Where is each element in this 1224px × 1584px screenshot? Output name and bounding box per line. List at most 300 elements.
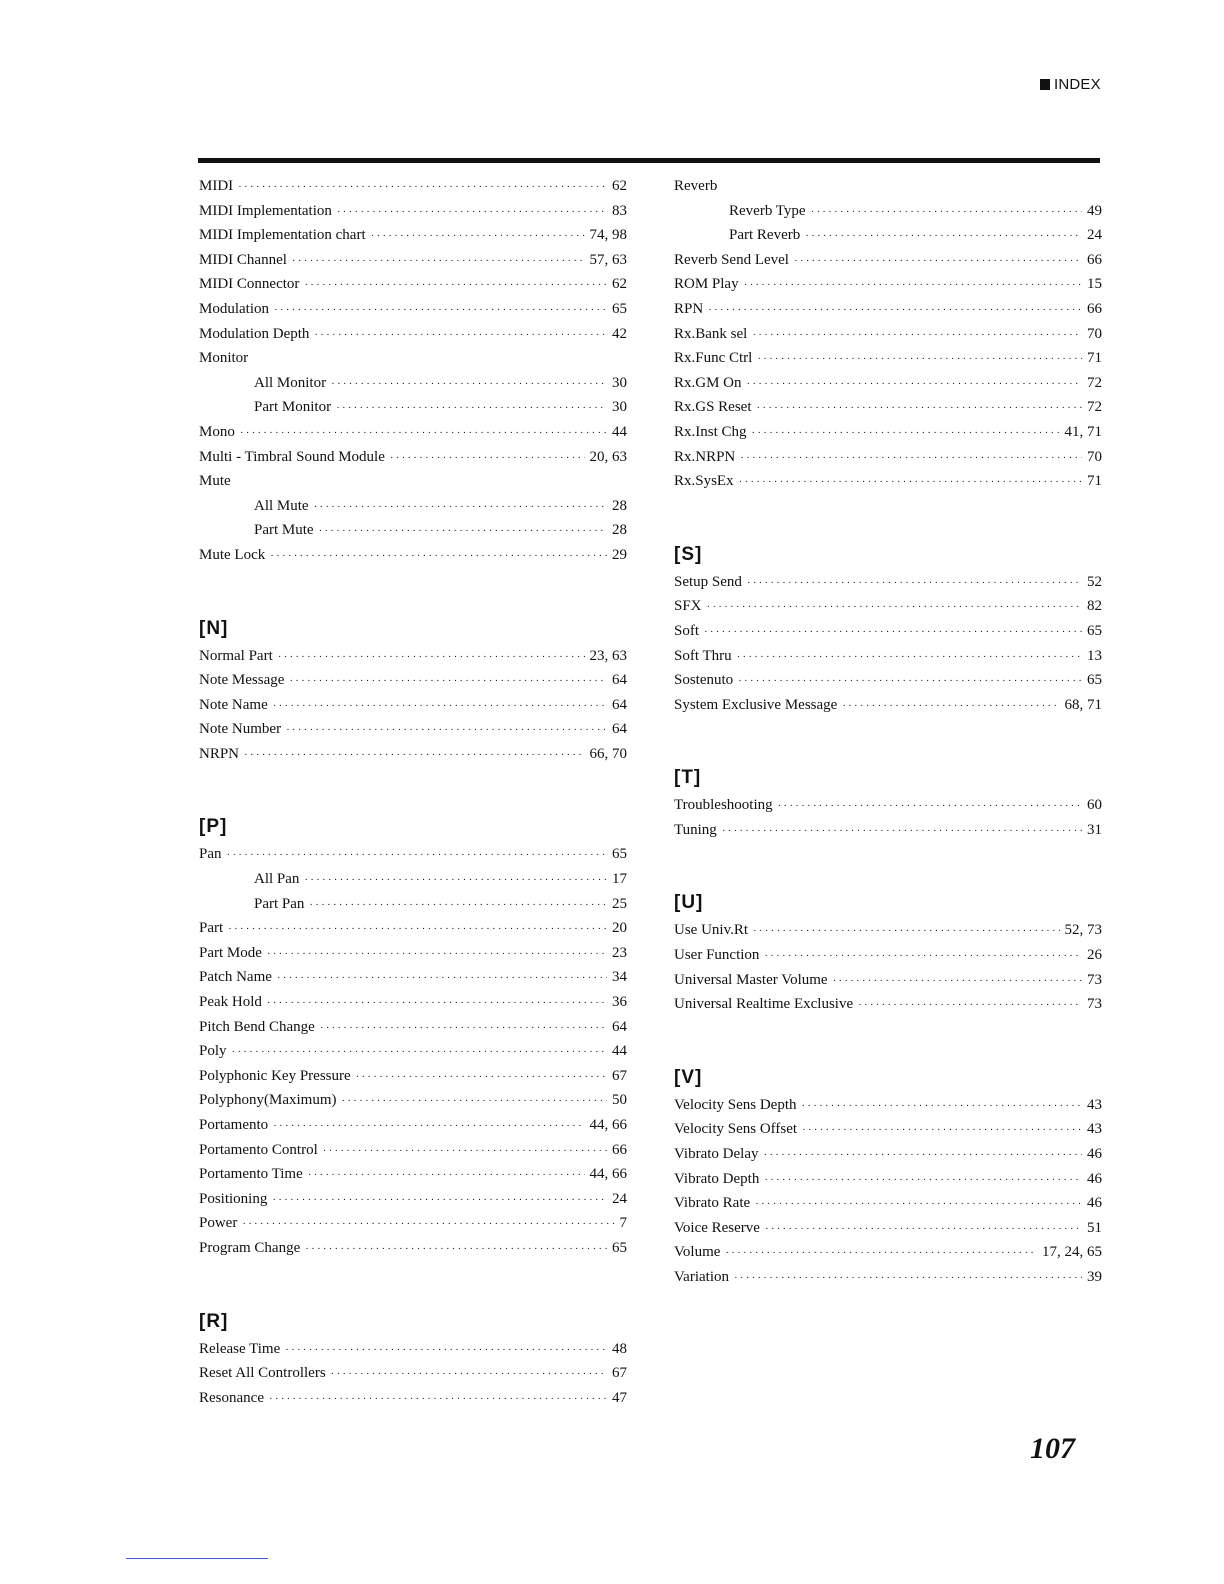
page-references: 44, 66 xyxy=(589,1166,627,1183)
dot-leader xyxy=(320,1016,607,1041)
page-references: 67 xyxy=(612,1365,627,1382)
index-term: Part Monitor xyxy=(254,399,332,416)
page-references: 26 xyxy=(1087,947,1102,964)
page-references: 71 xyxy=(1087,350,1102,367)
dot-leader xyxy=(764,1143,1083,1168)
index-term: Reverb Type xyxy=(729,202,806,219)
index-heading-reverb xyxy=(674,174,1102,199)
page-references: 70 xyxy=(1087,448,1102,465)
index-term: Note Name xyxy=(199,696,268,713)
index-column-left xyxy=(199,174,627,1410)
section-title-n: [N] xyxy=(199,617,229,639)
page-references: 46 xyxy=(1087,1170,1102,1187)
page-references: 20, 63 xyxy=(589,448,627,465)
index-heading-monitor xyxy=(199,346,627,371)
page-references: 52 xyxy=(1087,573,1102,590)
page-references: 29 xyxy=(612,546,627,563)
index-entry-universal-realtime-exclusive xyxy=(674,992,1102,1017)
dot-leader xyxy=(371,224,585,249)
dot-leader xyxy=(704,620,1082,645)
index-term: Part Mode xyxy=(199,944,262,961)
index-heading-mute xyxy=(199,469,627,494)
index-entry-velocity-sens-offset xyxy=(674,1117,1102,1142)
index-entry-rx-bank-sel xyxy=(674,322,1102,347)
dot-leader xyxy=(308,1163,585,1188)
page-references: 28 xyxy=(612,497,627,514)
dot-leader xyxy=(801,1094,1082,1119)
index-term: Polyphonic Key Pressure xyxy=(199,1067,351,1084)
page-references: 65 xyxy=(612,300,627,317)
dot-leader xyxy=(725,1241,1037,1266)
page-references: 46 xyxy=(1087,1195,1102,1212)
index-entry-pan xyxy=(199,842,627,867)
index-entry-vibrato-depth xyxy=(674,1167,1102,1192)
dot-leader xyxy=(356,1065,607,1090)
index-term: Resonance xyxy=(199,1389,264,1406)
dot-leader xyxy=(757,396,1082,421)
dot-leader xyxy=(304,868,607,893)
index-entry-voice-reserve xyxy=(674,1216,1102,1241)
dot-leader xyxy=(270,544,607,569)
dot-leader xyxy=(734,1266,1082,1291)
index-term: Power xyxy=(199,1215,238,1232)
index-entry-sostenuto xyxy=(674,668,1102,693)
index-entry-peak-hold xyxy=(199,990,627,1015)
page-references: 28 xyxy=(612,522,627,539)
dot-leader xyxy=(752,421,1060,446)
page-references: 82 xyxy=(1087,598,1102,615)
dot-leader xyxy=(228,917,607,942)
page-references: 65 xyxy=(612,846,627,863)
index-term: Use Univ.Rt xyxy=(674,922,749,939)
index-entry-part-reverb xyxy=(674,223,1102,248)
dot-leader xyxy=(336,396,607,421)
index-term: Sostenuto xyxy=(674,672,734,689)
section-gap xyxy=(199,766,627,812)
dot-leader xyxy=(802,1118,1082,1143)
index-entry-rx-nrpn xyxy=(674,445,1102,470)
page-references: 49 xyxy=(1087,202,1102,219)
index-term: Voice Reserve xyxy=(674,1219,760,1236)
index-entry-pitch-bend-change xyxy=(199,1015,627,1040)
index-term: Portamento Time xyxy=(199,1166,303,1183)
dot-leader xyxy=(794,249,1082,274)
index-term: Rx.SysEx xyxy=(674,473,734,490)
dot-leader xyxy=(755,1192,1082,1217)
page-references: 24 xyxy=(1087,227,1102,244)
index-entry-rx-func-ctrl xyxy=(674,346,1102,371)
index-term: Vibrato Delay xyxy=(674,1146,759,1163)
index-entry-vibrato-rate xyxy=(674,1191,1102,1216)
page-references: 7 xyxy=(619,1215,627,1232)
dot-leader xyxy=(273,1114,584,1139)
dot-leader xyxy=(240,421,607,446)
page-references: 25 xyxy=(612,895,627,912)
index-term: Mute xyxy=(199,473,231,490)
section-gap xyxy=(674,1017,1102,1063)
index-entry-rx-inst-chg xyxy=(674,420,1102,445)
index-entry-rx-sysex xyxy=(674,469,1102,494)
page-references: 34 xyxy=(612,969,627,986)
index-entry-resonance xyxy=(199,1386,627,1411)
index-entry-rom-play xyxy=(674,272,1102,297)
dot-leader xyxy=(331,372,607,397)
page-references: 48 xyxy=(612,1340,627,1357)
index-term: All Monitor xyxy=(254,374,327,391)
dot-leader xyxy=(753,919,1059,944)
page-references: 71 xyxy=(1087,473,1102,490)
index-term: Rx.GM On xyxy=(674,374,742,391)
index-entry-variation xyxy=(674,1265,1102,1290)
section-title-p: [P] xyxy=(199,816,228,838)
index-term: MIDI xyxy=(199,178,234,194)
index-term: Reverb xyxy=(674,178,718,194)
index-entry-volume xyxy=(674,1240,1102,1265)
page-references: 44, 66 xyxy=(589,1117,627,1133)
page-references: 50 xyxy=(612,1092,627,1109)
index-term: Universal Master Volume xyxy=(674,971,828,988)
dot-leader xyxy=(722,819,1082,844)
index-entry-troubleshooting xyxy=(674,793,1102,818)
page-references: 66 xyxy=(1087,251,1102,268)
dot-leader xyxy=(309,893,607,918)
index-term: Mono xyxy=(199,423,235,440)
dot-leader xyxy=(764,1168,1082,1193)
dot-leader xyxy=(764,944,1082,969)
page-references: 44 xyxy=(612,1043,627,1060)
dot-leader xyxy=(285,1338,607,1363)
index-term: MIDI Channel xyxy=(199,251,287,268)
page-references: 64 xyxy=(612,672,627,689)
index-term: SFX xyxy=(674,598,702,615)
index-entry-part xyxy=(199,916,627,941)
index-entry-mute-lock xyxy=(199,543,627,568)
page-references: 65 xyxy=(1087,622,1102,639)
dot-leader xyxy=(765,1217,1082,1242)
index-term: All Mute xyxy=(254,497,309,514)
dot-leader xyxy=(242,1212,614,1237)
index-entry-rx-gm-on xyxy=(674,371,1102,396)
page-references: 65 xyxy=(612,1239,627,1256)
index-term: Note Number xyxy=(199,721,282,738)
index-entry-polyphony-maximum xyxy=(199,1088,627,1113)
page-references: 47 xyxy=(612,1389,627,1406)
page-references: 23, 63 xyxy=(589,647,627,664)
index-term: Part Pan xyxy=(254,895,305,912)
index-term: Part xyxy=(199,920,224,937)
page-references: 20 xyxy=(612,920,627,937)
index-term: Troubleshooting xyxy=(674,797,773,814)
index-term: Mute Lock xyxy=(199,546,266,563)
dot-leader xyxy=(747,372,1082,397)
index-term: Peak Hold xyxy=(199,994,262,1011)
section-header-label: INDEX xyxy=(1054,76,1101,93)
index-term: Modulation xyxy=(199,300,269,317)
section-title-r: [R] xyxy=(199,1310,229,1332)
page-references: 60 xyxy=(1087,797,1102,814)
index-entry-all-mute xyxy=(199,494,627,519)
index-term: Soft Thru xyxy=(674,647,732,664)
page-references: 57, 63 xyxy=(589,251,627,268)
index-entry-part-pan xyxy=(199,892,627,917)
section-title-v: [V] xyxy=(674,1066,703,1088)
index-entry-note-number xyxy=(199,717,627,742)
dot-leader xyxy=(738,669,1082,694)
index-entry-soft-thru xyxy=(674,644,1102,669)
index-entry-patch-name xyxy=(199,965,627,990)
section-gap xyxy=(674,717,1102,763)
index-term: Velocity Sens Depth xyxy=(674,1096,797,1113)
square-bullet-icon xyxy=(1040,79,1050,90)
index-term: NRPN xyxy=(199,745,240,762)
index-term: Vibrato Depth xyxy=(674,1170,760,1187)
index-term: Patch Name xyxy=(199,969,272,986)
dot-leader xyxy=(740,446,1082,471)
page-number: 107 xyxy=(1030,1432,1075,1465)
page-references: 70 xyxy=(1087,325,1102,342)
index-term: Part Reverb xyxy=(729,227,801,244)
page-references: 36 xyxy=(612,994,627,1011)
index-entry-reset-all-controllers xyxy=(199,1361,627,1386)
index-entry-part-mute xyxy=(199,518,627,543)
index-term: Poly xyxy=(199,1043,227,1060)
dot-leader xyxy=(278,645,585,670)
index-term: User Function xyxy=(674,947,760,964)
index-term: Monitor xyxy=(199,350,249,367)
dot-leader xyxy=(752,323,1082,348)
index-term: Setup Send xyxy=(674,573,742,590)
dot-leader xyxy=(811,200,1082,225)
index-entry-poly xyxy=(199,1039,627,1064)
index-entry-portamento xyxy=(199,1113,627,1138)
dot-leader xyxy=(277,966,607,991)
index-entry-portamento-control xyxy=(199,1138,627,1163)
dot-leader xyxy=(238,175,607,200)
dot-leader xyxy=(757,347,1082,372)
dot-leader xyxy=(286,718,607,743)
index-entry-nrpn xyxy=(199,742,627,767)
dot-leader xyxy=(708,298,1082,323)
dot-leader xyxy=(337,200,607,225)
index-entry-part-monitor xyxy=(199,395,627,420)
index-entry-midi xyxy=(199,174,627,199)
dot-leader xyxy=(323,1139,607,1164)
index-term: Polyphony(Maximum) xyxy=(199,1092,337,1109)
page-references: 51 xyxy=(1087,1219,1102,1236)
index-entry-release-time xyxy=(199,1337,627,1362)
index-term: RPN xyxy=(674,300,704,317)
page-references: 72 xyxy=(1087,374,1102,391)
index-term: Portamento Control xyxy=(199,1141,318,1158)
index-term: System Exclusive Message xyxy=(674,696,838,713)
section-header xyxy=(1040,76,1101,93)
section-gap xyxy=(674,494,1102,540)
page-references: 66 xyxy=(612,1141,627,1158)
dot-leader xyxy=(319,519,607,544)
page-references: 24 xyxy=(612,1190,627,1207)
page-references: 64 xyxy=(612,696,627,713)
dot-leader xyxy=(272,1188,607,1213)
index-term: Program Change xyxy=(199,1239,301,1256)
page-references: 62 xyxy=(612,276,627,293)
section-title-u: [U] xyxy=(674,892,704,914)
index-entry-program-change xyxy=(199,1236,627,1261)
page-references: 66, 70 xyxy=(589,745,627,762)
dot-leader xyxy=(842,694,1059,719)
index-term: Pan xyxy=(199,846,222,863)
dot-leader xyxy=(805,224,1082,249)
dot-leader xyxy=(267,991,607,1016)
page-references: 65 xyxy=(1087,672,1102,689)
index-term: Velocity Sens Offset xyxy=(674,1121,798,1138)
index-entry-soft xyxy=(674,619,1102,644)
page-references: 13 xyxy=(1087,647,1102,664)
index-entry-midi-connector xyxy=(199,272,627,297)
dot-leader xyxy=(292,249,585,274)
dot-leader xyxy=(305,1237,607,1262)
dot-leader xyxy=(244,743,584,768)
dot-leader xyxy=(744,273,1082,298)
index-term: Volume xyxy=(674,1244,721,1261)
index-term: MIDI Connector xyxy=(199,276,300,293)
page-references: 73 xyxy=(1087,971,1102,988)
index-entry-polyphonic-key-pressure xyxy=(199,1064,627,1089)
page-references: 39 xyxy=(1087,1269,1102,1285)
index-entry-rx-gs-reset xyxy=(674,395,1102,420)
page-references: 41, 71 xyxy=(1064,423,1102,440)
dot-leader xyxy=(833,969,1082,994)
index-term: Positioning xyxy=(199,1190,268,1207)
index-term: Modulation Depth xyxy=(199,325,310,342)
page-references: 42 xyxy=(612,325,627,342)
index-term: Part Mute xyxy=(254,522,314,539)
dot-leader xyxy=(289,669,607,694)
page-references: 64 xyxy=(612,1018,627,1035)
dot-leader xyxy=(267,942,607,967)
index-term: Variation xyxy=(674,1269,729,1285)
index-term: Tuning xyxy=(674,821,717,838)
index-term: Pitch Bend Change xyxy=(199,1018,315,1035)
section-gap xyxy=(674,842,1102,888)
dot-leader xyxy=(304,273,607,298)
index-term: ROM Play xyxy=(674,276,739,293)
index-term: Multi - Timbral Sound Module xyxy=(199,448,385,465)
page-references: 73 xyxy=(1087,996,1102,1013)
index-entry-modulation-depth xyxy=(199,322,627,347)
section-title-s: [S] xyxy=(674,543,703,565)
index-term: Universal Realtime Exclusive xyxy=(674,996,854,1013)
index-entry-portamento-time xyxy=(199,1162,627,1187)
index-term: Rx.Inst Chg xyxy=(674,423,747,440)
index-term: Rx.GS Reset xyxy=(674,399,752,416)
page-references: 64 xyxy=(612,721,627,738)
page-references: 46 xyxy=(1087,1146,1102,1163)
section-title-t: [T] xyxy=(674,767,702,789)
dot-leader xyxy=(314,323,607,348)
dot-leader xyxy=(737,645,1082,670)
page-references: 67 xyxy=(612,1067,627,1084)
section-gap xyxy=(199,568,627,614)
dot-leader xyxy=(274,298,607,323)
index-entry-use-univ-rt xyxy=(674,918,1102,943)
index-term: MIDI Implementation xyxy=(199,202,332,219)
index-term: All Pan xyxy=(254,871,300,888)
index-entry-positioning xyxy=(199,1187,627,1212)
index-entry-setup-send xyxy=(674,570,1102,595)
index-entry-mono xyxy=(199,420,627,445)
page-references: 15 xyxy=(1087,276,1102,293)
index-term: Rx.Func Ctrl xyxy=(674,350,753,367)
page-references: 23 xyxy=(612,944,627,961)
index-term: Release Time xyxy=(199,1340,281,1357)
dot-leader xyxy=(342,1089,608,1114)
index-entry-vibrato-delay xyxy=(674,1142,1102,1167)
index-term: Reset All Controllers xyxy=(199,1365,326,1382)
index-entry-system-exclusive-message xyxy=(674,693,1102,718)
page-references: 52, 73 xyxy=(1064,922,1102,939)
page-references: 68, 71 xyxy=(1064,696,1102,713)
index-term: MIDI Implementation chart xyxy=(199,227,366,244)
index-entry-rpn xyxy=(674,297,1102,322)
index-term: Reverb Send Level xyxy=(674,251,789,268)
index-entry-all-pan xyxy=(199,867,627,892)
page-references: 72 xyxy=(1087,399,1102,416)
dot-leader xyxy=(331,1362,607,1387)
index-entry-velocity-sens-depth xyxy=(674,1093,1102,1118)
dot-leader xyxy=(778,794,1082,819)
index-entry-midi-implementation xyxy=(199,199,627,224)
dot-leader xyxy=(747,571,1082,596)
dot-leader xyxy=(858,993,1082,1018)
index-column-right xyxy=(674,174,1102,1290)
index-entry-user-function xyxy=(674,943,1102,968)
page-references: 30 xyxy=(612,374,627,391)
dot-leader xyxy=(739,470,1082,495)
index-term: Note Message xyxy=(199,672,285,689)
index-entry-reverb-send-level xyxy=(674,248,1102,273)
index-term: Normal Part xyxy=(199,647,273,664)
index-entry-note-message xyxy=(199,668,627,693)
page-references: 17 xyxy=(612,871,627,888)
index-entry-midi-implementation-chart xyxy=(199,223,627,248)
dot-leader xyxy=(269,1387,607,1412)
page-references: 43 xyxy=(1087,1121,1102,1138)
index-entry-part-mode xyxy=(199,941,627,966)
index-entry-power xyxy=(199,1211,627,1236)
section-gap xyxy=(199,1261,627,1307)
bottom-link-underline xyxy=(126,1558,268,1559)
index-term: Portamento xyxy=(199,1117,269,1133)
page-references: 62 xyxy=(612,178,627,194)
page-references: 17, 24, 65 xyxy=(1042,1244,1102,1261)
dot-leader xyxy=(390,446,585,471)
dot-leader xyxy=(227,843,608,868)
index-entry-universal-master-volume xyxy=(674,968,1102,993)
index-entry-sfx xyxy=(674,594,1102,619)
top-rule xyxy=(198,158,1100,163)
dot-leader xyxy=(707,595,1082,620)
dot-leader xyxy=(232,1040,607,1065)
index-term: Soft xyxy=(674,622,700,639)
index-entry-multi-timbral-sound-module xyxy=(199,445,627,470)
page-references: 43 xyxy=(1087,1096,1102,1113)
index-entry-midi-channel xyxy=(199,248,627,273)
page-references: 83 xyxy=(612,202,627,219)
index-entry-modulation xyxy=(199,297,627,322)
index-entry-reverb-type xyxy=(674,199,1102,224)
page-references: 31 xyxy=(1087,821,1102,838)
index-entry-normal-part xyxy=(199,644,627,669)
